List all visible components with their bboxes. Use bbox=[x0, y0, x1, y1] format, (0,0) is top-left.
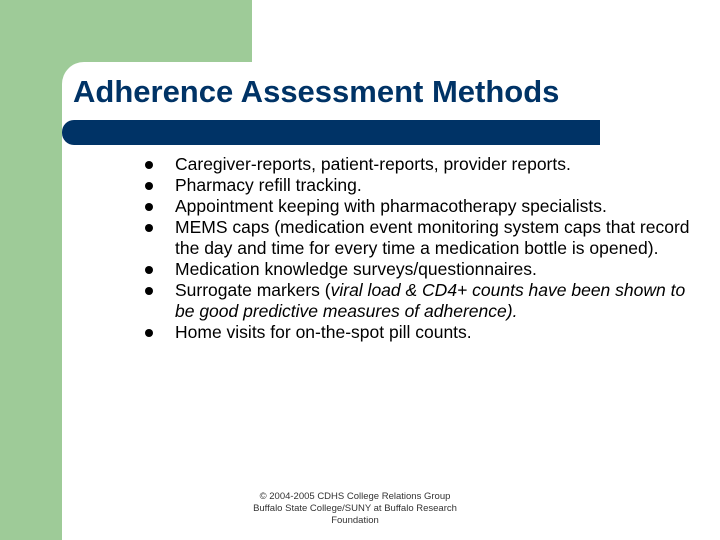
bullet-item-home-visits bbox=[145, 322, 690, 343]
bullet-item-knowledge-surveys bbox=[145, 259, 690, 280]
bullet-item-pharmacy-refill bbox=[145, 175, 690, 196]
bullet-text: Medication knowledge surveys/questionnaires. bbox=[175, 259, 537, 279]
bullet-dot-icon bbox=[145, 161, 153, 169]
bullet-text: Home visits for on-the-spot pill counts. bbox=[175, 322, 472, 342]
bullet-item-reports bbox=[145, 154, 690, 175]
bullet-item-appointment-keeping bbox=[145, 196, 690, 217]
copyright-footer bbox=[235, 491, 475, 527]
bullet-text-plain: Surrogate markers ( bbox=[175, 280, 331, 300]
bullet-text: MEMS caps (medication event monitoring system caps that record the day and time for every time a medication bottle is opened). bbox=[175, 217, 690, 258]
bullet-text: Caregiver-reports, patient-reports, provider reports. bbox=[175, 154, 571, 174]
footer-line: © 2004-2005 CDHS College Relations Group bbox=[259, 491, 451, 502]
title-underline-bar bbox=[62, 120, 600, 145]
bullet-item-mems-caps bbox=[145, 217, 690, 259]
footer-line: Foundation bbox=[331, 515, 379, 526]
bullet-dot-icon bbox=[145, 203, 153, 211]
bullet-dot-icon bbox=[145, 224, 153, 232]
bullet-item-surrogate-markers bbox=[145, 280, 690, 322]
slide-title: Adherence Assessment Methods bbox=[73, 74, 560, 109]
bullet-list bbox=[145, 154, 690, 343]
bullet-dot-icon bbox=[145, 266, 153, 274]
bullet-text-italic: viral load & CD4+ counts have been shown to be good predictive measures of adherence). bbox=[175, 280, 686, 321]
bullet-dot-icon bbox=[145, 287, 153, 295]
bullet-dot-icon bbox=[145, 329, 153, 337]
bullet-text: Pharmacy refill tracking. bbox=[175, 175, 362, 195]
footer-line: Buffalo State College/SUNY at Buffalo Research bbox=[253, 503, 457, 514]
bullet-dot-icon bbox=[145, 182, 153, 190]
bullet-text: Appointment keeping with pharmacotherapy specialists. bbox=[175, 196, 607, 216]
